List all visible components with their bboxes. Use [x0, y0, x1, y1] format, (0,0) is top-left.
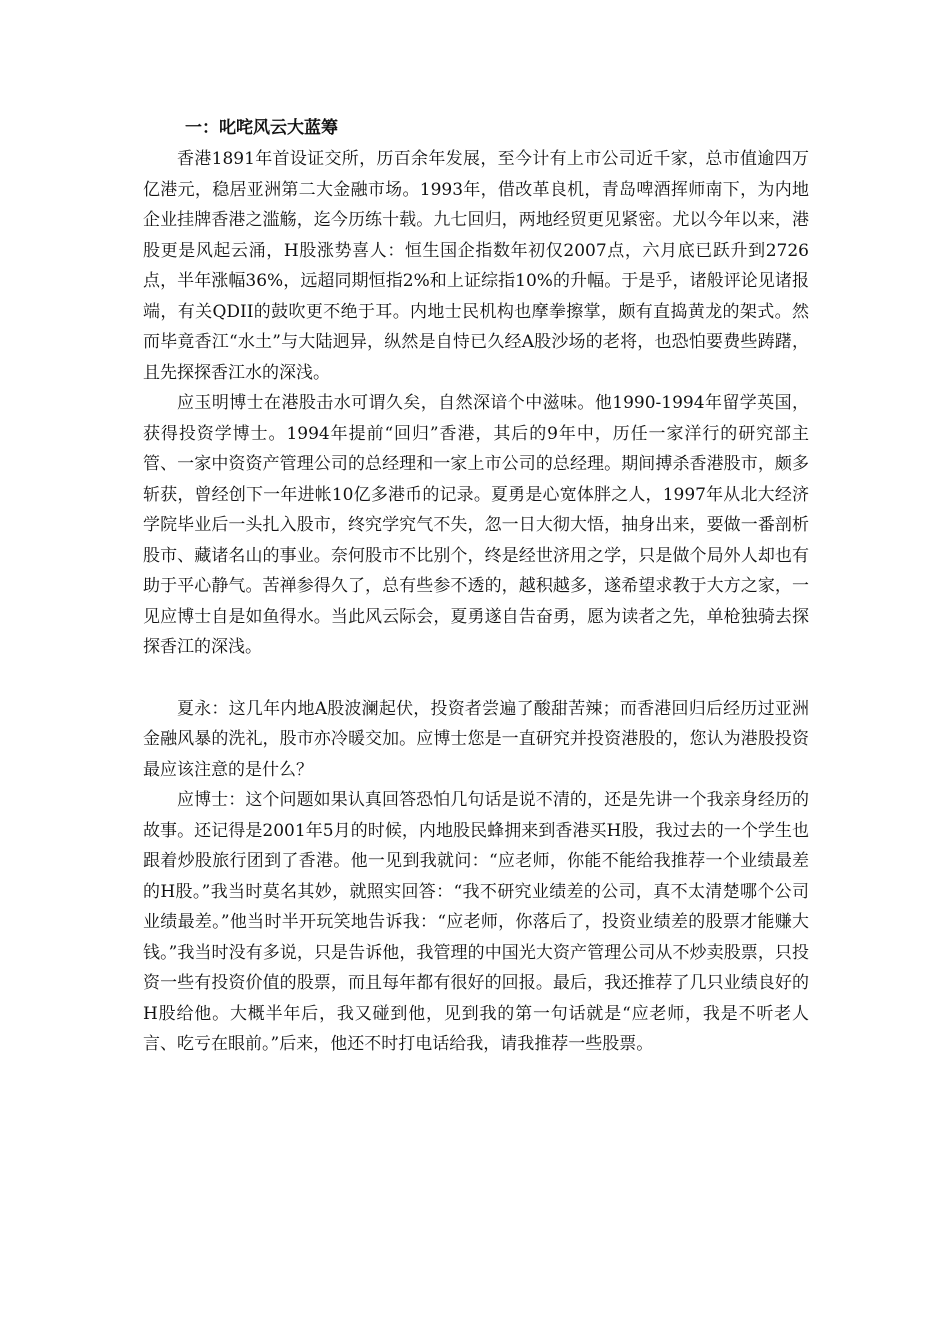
document-page [143, 112, 809, 1060]
paragraph-answer: 应博士：这个问题如果认真回答恐怕几句话是说不清的，还是先讲一个我亲身经历的故事。还记得是2001年5月的时候，内地股民蜂拥来到香港买H股，我过去的一个学生也跟着炒股旅行团到了香港。他一见到我就问：“应老师，你能不能给我推荐一个业绩最差的H股。”我当时莫名其妙，就照实回答：“我不研究业绩差的公司，真不太清楚哪个公司业绩最差。”他当时半开玩笑地告诉我：“应老师，你落后了，投资业绩差的股票才能赚大钱。”我当时没有多说，只是告诉他，我管理的中国光大资产管理公司从不炒卖股票，只投资一些有投资价值的股票，而且每年都有很好的回报。最后，我还推荐了几只业绩良好的H股给他。大概半年后，我又碰到他，见到我的第一句话就是“应老师，我是不听老人言、吃亏在眼前。”后来，他还不时打电话给我，请我推荐一些股票。 [143, 790, 809, 1054]
paragraph-question: 夏永：这几年内地A股波澜起伏，投资者尝遍了酸甜苦辣；而香港回归后经历过亚洲金融风暴的洗礼，股市亦冷暖交加。应博士您是一直研究并投资港股的，您认为港股投资最应该注意的是什么？ [143, 698, 809, 780]
paragraph-hk-market-intro: 香港1891年首设证交所，历百余年发展，至今计有上市公司近千家，总市值逾四万亿港元，稳居亚洲第二大金融市场。1993年，借改革良机，青岛啤酒挥师南下，为内地企业挂牌香港之滥觞，迄今历练十载。九七回归，两地经贸更见紧密。尤以今年以来，港股更是风起云涌，H股涨势喜人：恒生国企指数年初仅2007点，六月底已跃升到2726点，半年涨幅36%，远超同期恒指2%和上证综指10%的升幅。于是乎，诸般评论见诸报端，有关QDII的鼓吹更不绝于耳。内地士民机构也摩拳擦掌，颇有直捣黄龙的架式。然而毕竟香江“水土”与大陆迥异，纵然是自恃已久经A股沙场的老将，也恐怕要费些踌躇，且先探探香江水的深浅。 [143, 149, 809, 383]
section-heading: 一：叱咤风云大蓝筹 [185, 118, 338, 138]
paragraph-author-intro: 应玉明博士在港股击水可谓久矣，自然深谙个中滋味。他1990-1994年留学英国，获得投资学博士。1994年提前“回归”香港，其后的9年中，历任一家洋行的研究部主管、一家中资资产管理公司的总经理和一家上市公司的总经理。期间搏杀香港股市，颇多斩获，曾经创下一年进帐10亿多港币的记录。夏勇是心宽体胖之人，1997年从北大经济学院毕业后一头扎入股市，终究学究气不失，忽一日大彻大悟，抽身出来，要做一番剖析股市、藏诸名山的事业。奈何股市不比别个，终是经世济用之学，只是做个局外人却也有助于平心静气。苦禅参得久了，总有些参不透的，越积越多，遂希望求教于大方之家，一见应博士自是如鱼得水。当此风云际会，夏勇遂自告奋勇，愿为读者之先，单枪独骑去探探香江的深浅。 [143, 393, 809, 657]
paragraph-spacer [143, 663, 809, 694]
